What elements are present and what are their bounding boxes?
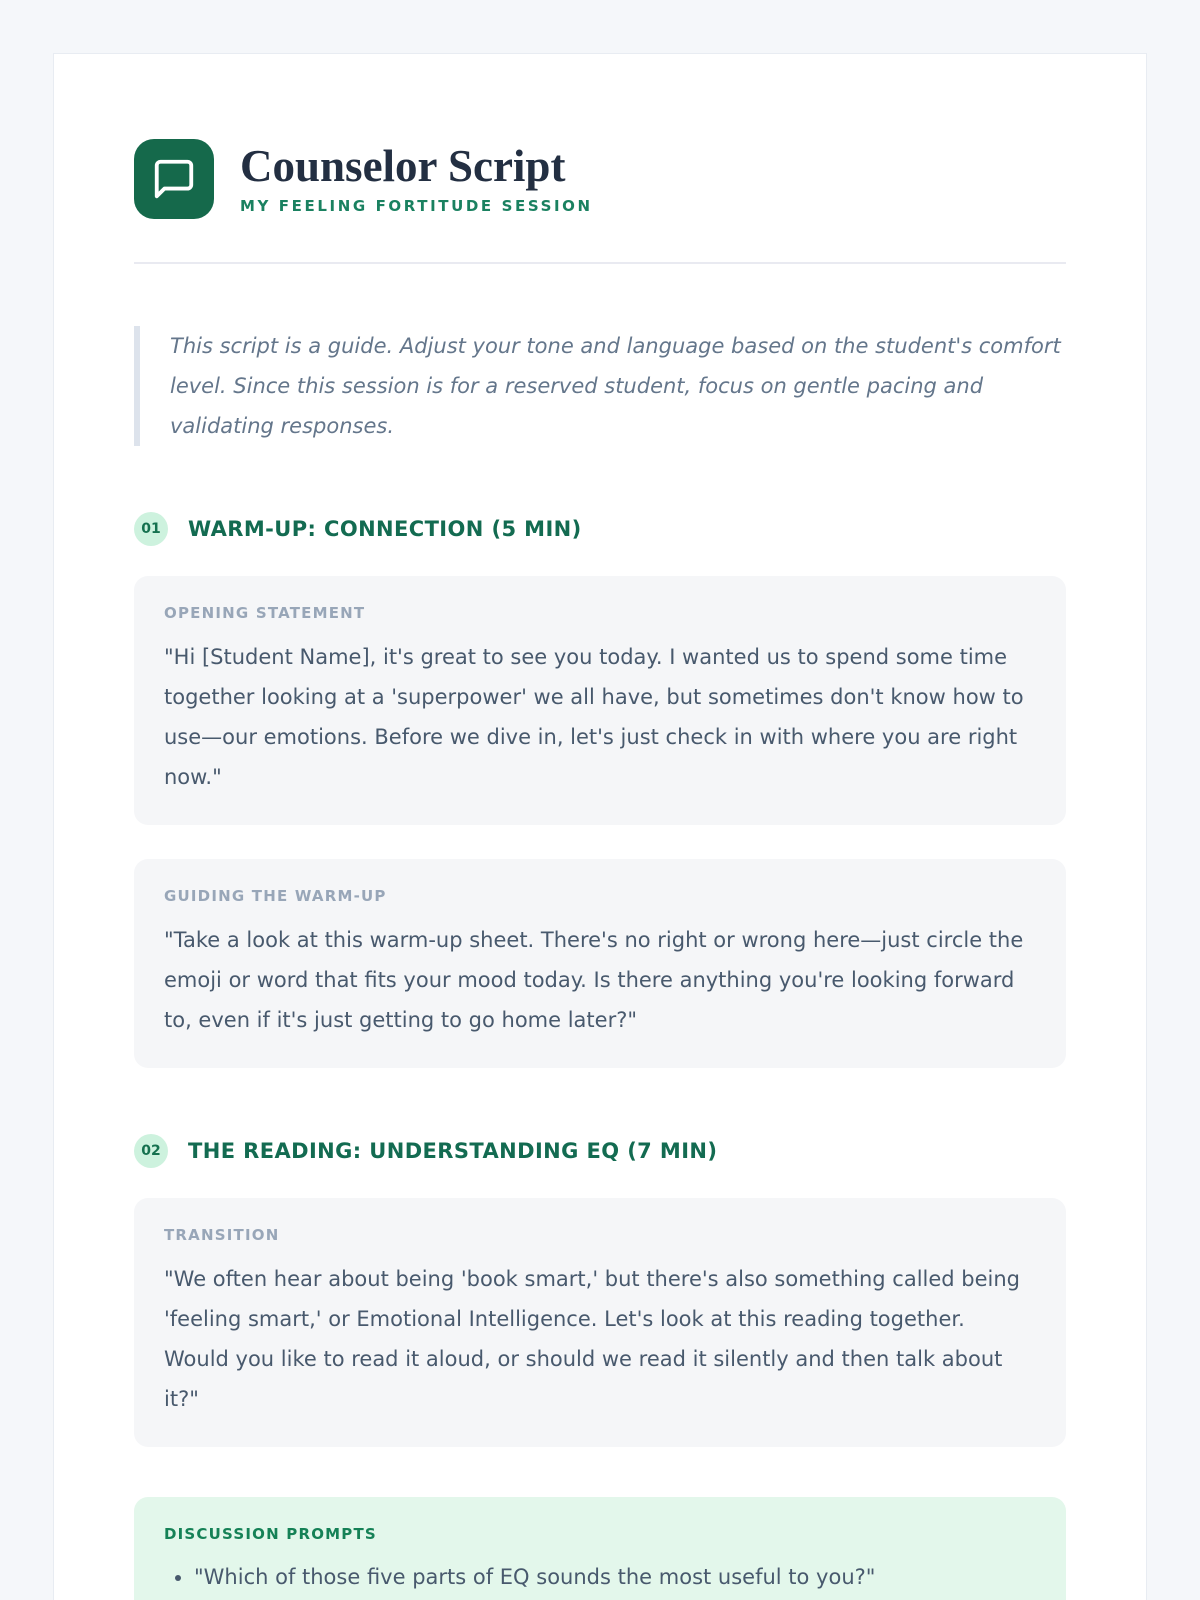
- document-page: [53, 53, 1147, 1600]
- card-label: GUIDING THE WARM-UP: [164, 887, 387, 905]
- document-header: [134, 139, 1066, 219]
- header-divider: [134, 262, 1066, 264]
- section-number-badge: 01: [134, 512, 168, 546]
- section-title: WARM-UP: CONNECTION (5 MIN): [188, 517, 582, 541]
- section-number-badge: 02: [134, 1134, 168, 1168]
- prompt-list: [164, 1557, 1036, 1597]
- card-text: "Hi [Student Name], it's great to see you today. I wanted us to spend some time together looking at a 'superpower' we all have, but sometimes don't know how to use—our emotions. Before we dive in, let's just check in with where you are right now.": [164, 645, 1024, 789]
- discussion-prompts-card: [134, 1497, 1066, 1600]
- card-text: "Take a look at this warm-up sheet. There's no right or wrong here—just circle the emoji or word that fits your mood today. Is there anything you're looking forward to, even if it's just getting to go home later?": [164, 928, 1024, 1032]
- sections-container: [134, 512, 1066, 1600]
- header-text: [240, 140, 593, 216]
- section-heading: [134, 1134, 1066, 1168]
- section-title: THE READING: UNDERSTANDING EQ (7 MIN): [188, 1139, 718, 1163]
- section-heading: [134, 512, 1066, 546]
- script-card: [134, 1198, 1066, 1447]
- card-label: DISCUSSION PROMPTS: [164, 1525, 377, 1543]
- page-subtitle: MY FEELING FORTITUDE SESSION: [240, 197, 593, 216]
- card-label: OPENING STATEMENT: [164, 604, 366, 622]
- script-card: [134, 576, 1066, 825]
- card-text: "We often hear about being 'book smart,' but there's also something called being 'feeling smart,' or Emotional Intelligence. Let's look at this reading together. Would you like to read it aloud, or should we read it silently and then talk about it?": [164, 1267, 1021, 1411]
- card-label: TRANSITION: [164, 1226, 280, 1244]
- guidance-note: This script is a guide. Adjust your tone and language based on the student's comfort level. Since this session is for a reserved student, focus on gentle pacing and validating responses.: [134, 326, 1066, 446]
- chat-bubble-icon: [134, 139, 214, 219]
- script-card: [134, 859, 1066, 1068]
- document-content: [54, 54, 1146, 1600]
- prompt-item: • "Which of those five parts of EQ sounds the most useful to you?": [194, 1557, 1036, 1597]
- page-title: Counselor Script: [240, 140, 566, 191]
